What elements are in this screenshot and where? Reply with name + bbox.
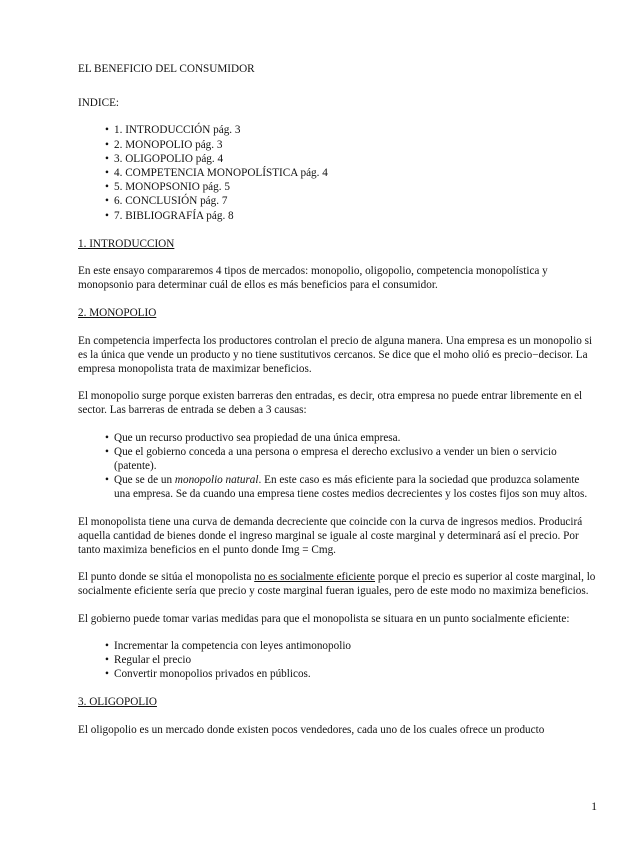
index-item: • 2. MONOPOLIO pág. 3 — [114, 138, 598, 152]
index-item: • 1. INTRODUCCIÓN pág. 3 — [114, 123, 598, 137]
index-label: INDICE: — [78, 97, 120, 110]
document-title: EL BENEFICIO DEL CONSUMIDOR — [78, 63, 255, 75]
list-item — [114, 473, 598, 501]
index-list — [78, 123, 598, 222]
list-item: • Regular el precio — [114, 653, 598, 667]
italic-term: monopolio natural — [174, 474, 259, 487]
underlined-phrase: no es socialmente eficiente — [254, 571, 376, 584]
index-item: • 6. CONCLUSIÓN pág. 7 — [114, 194, 598, 208]
government-measures-list — [78, 639, 598, 682]
paragraph-text: porque el precio es superior al coste marginal, lo socialmente eficiente sería que precio y coste marginal fueran iguales, pero de este modo no maximiza beneficios. — [78, 571, 596, 598]
barriers-list — [78, 431, 598, 502]
paragraph-text: El punto donde se sitúa el monopolista — [78, 571, 255, 584]
paragraph: El monopolio surge porque existen barreras den entradas, es decir, otra empresa no puede entrar libremente en el sector. Las barreras de entrada se deben a 3 causas: — [78, 390, 583, 417]
paragraph: El gobierno puede tomar varias medidas para que el monopolista se situara en un punto socialmente eficiente: — [78, 612, 570, 625]
paragraph: En competencia imperfecta los productores controlan el precio de alguna manera. Una empresa es un monopolio si es la única que vende un producto y no tiene sustitutivos cercanos. Se dice que el moho olió es precio−decisor. La empresa monopolista trata de maximizar beneficios. — [78, 334, 593, 375]
list-item: • Que el gobierno conceda a una persona o empresa el derecho exclusivo a vender un bien o servicio (patente). — [114, 445, 598, 473]
list-item: • Incrementar la competencia con leyes antimonopolio — [114, 639, 598, 653]
list-item: • Que un recurso productivo sea propiedad de una única empresa. — [114, 431, 598, 445]
list-item-text: Que se de un — [114, 474, 175, 487]
paragraph: El monopolista tiene una curva de demanda decreciente que coincide con la curva de ingresos medios. Producirá aquella cantidad de bienes donde el ingreso marginal se iguale al coste marginal y determinará así el precio. Por tanto maximiza beneficios en el punto donde Img = Cmg. — [78, 515, 583, 556]
index-item: • 5. MONOPSONIO pág. 5 — [114, 180, 598, 194]
list-item-text: . En este caso es más eficiente para la sociedad que produzca solamente una empresa. Se da cuando una empresa tiene costes medios decrecientes y los costes fijos son muy altos. — [114, 474, 588, 501]
index-item: • 4. COMPETENCIA MONOPOLÍSTICA pág. 4 — [114, 166, 598, 180]
paragraph: El oligopolio es un mercado donde existen pocos vendedores, cada uno de los cuales ofrece un producto — [78, 723, 545, 736]
index-item: • 7. BIBLIOGRAFÍA pág. 8 — [114, 209, 598, 223]
paragraph: En este ensayo compararemos 4 tipos de mercados: monopolio, oligopolio, competencia monopolística y monopsonio para determinar cuál de ellos es más beneficios para el consumidor. — [78, 264, 548, 292]
page-content — [78, 62, 598, 737]
list-item: • Convertir monopolios privados en públicos. — [114, 667, 598, 681]
section-heading-monopolio: 2. MONOPOLIO — [78, 307, 157, 320]
paragraph — [78, 570, 598, 598]
section-heading-oligopolio: 3. OLIGOPOLIO — [78, 696, 157, 709]
index-item: • 3. OLIGOPOLIO pág. 4 — [114, 152, 598, 166]
page-number: 1 — [591, 801, 597, 813]
section-heading-introduccion: 1. INTRODUCCION — [78, 237, 175, 250]
